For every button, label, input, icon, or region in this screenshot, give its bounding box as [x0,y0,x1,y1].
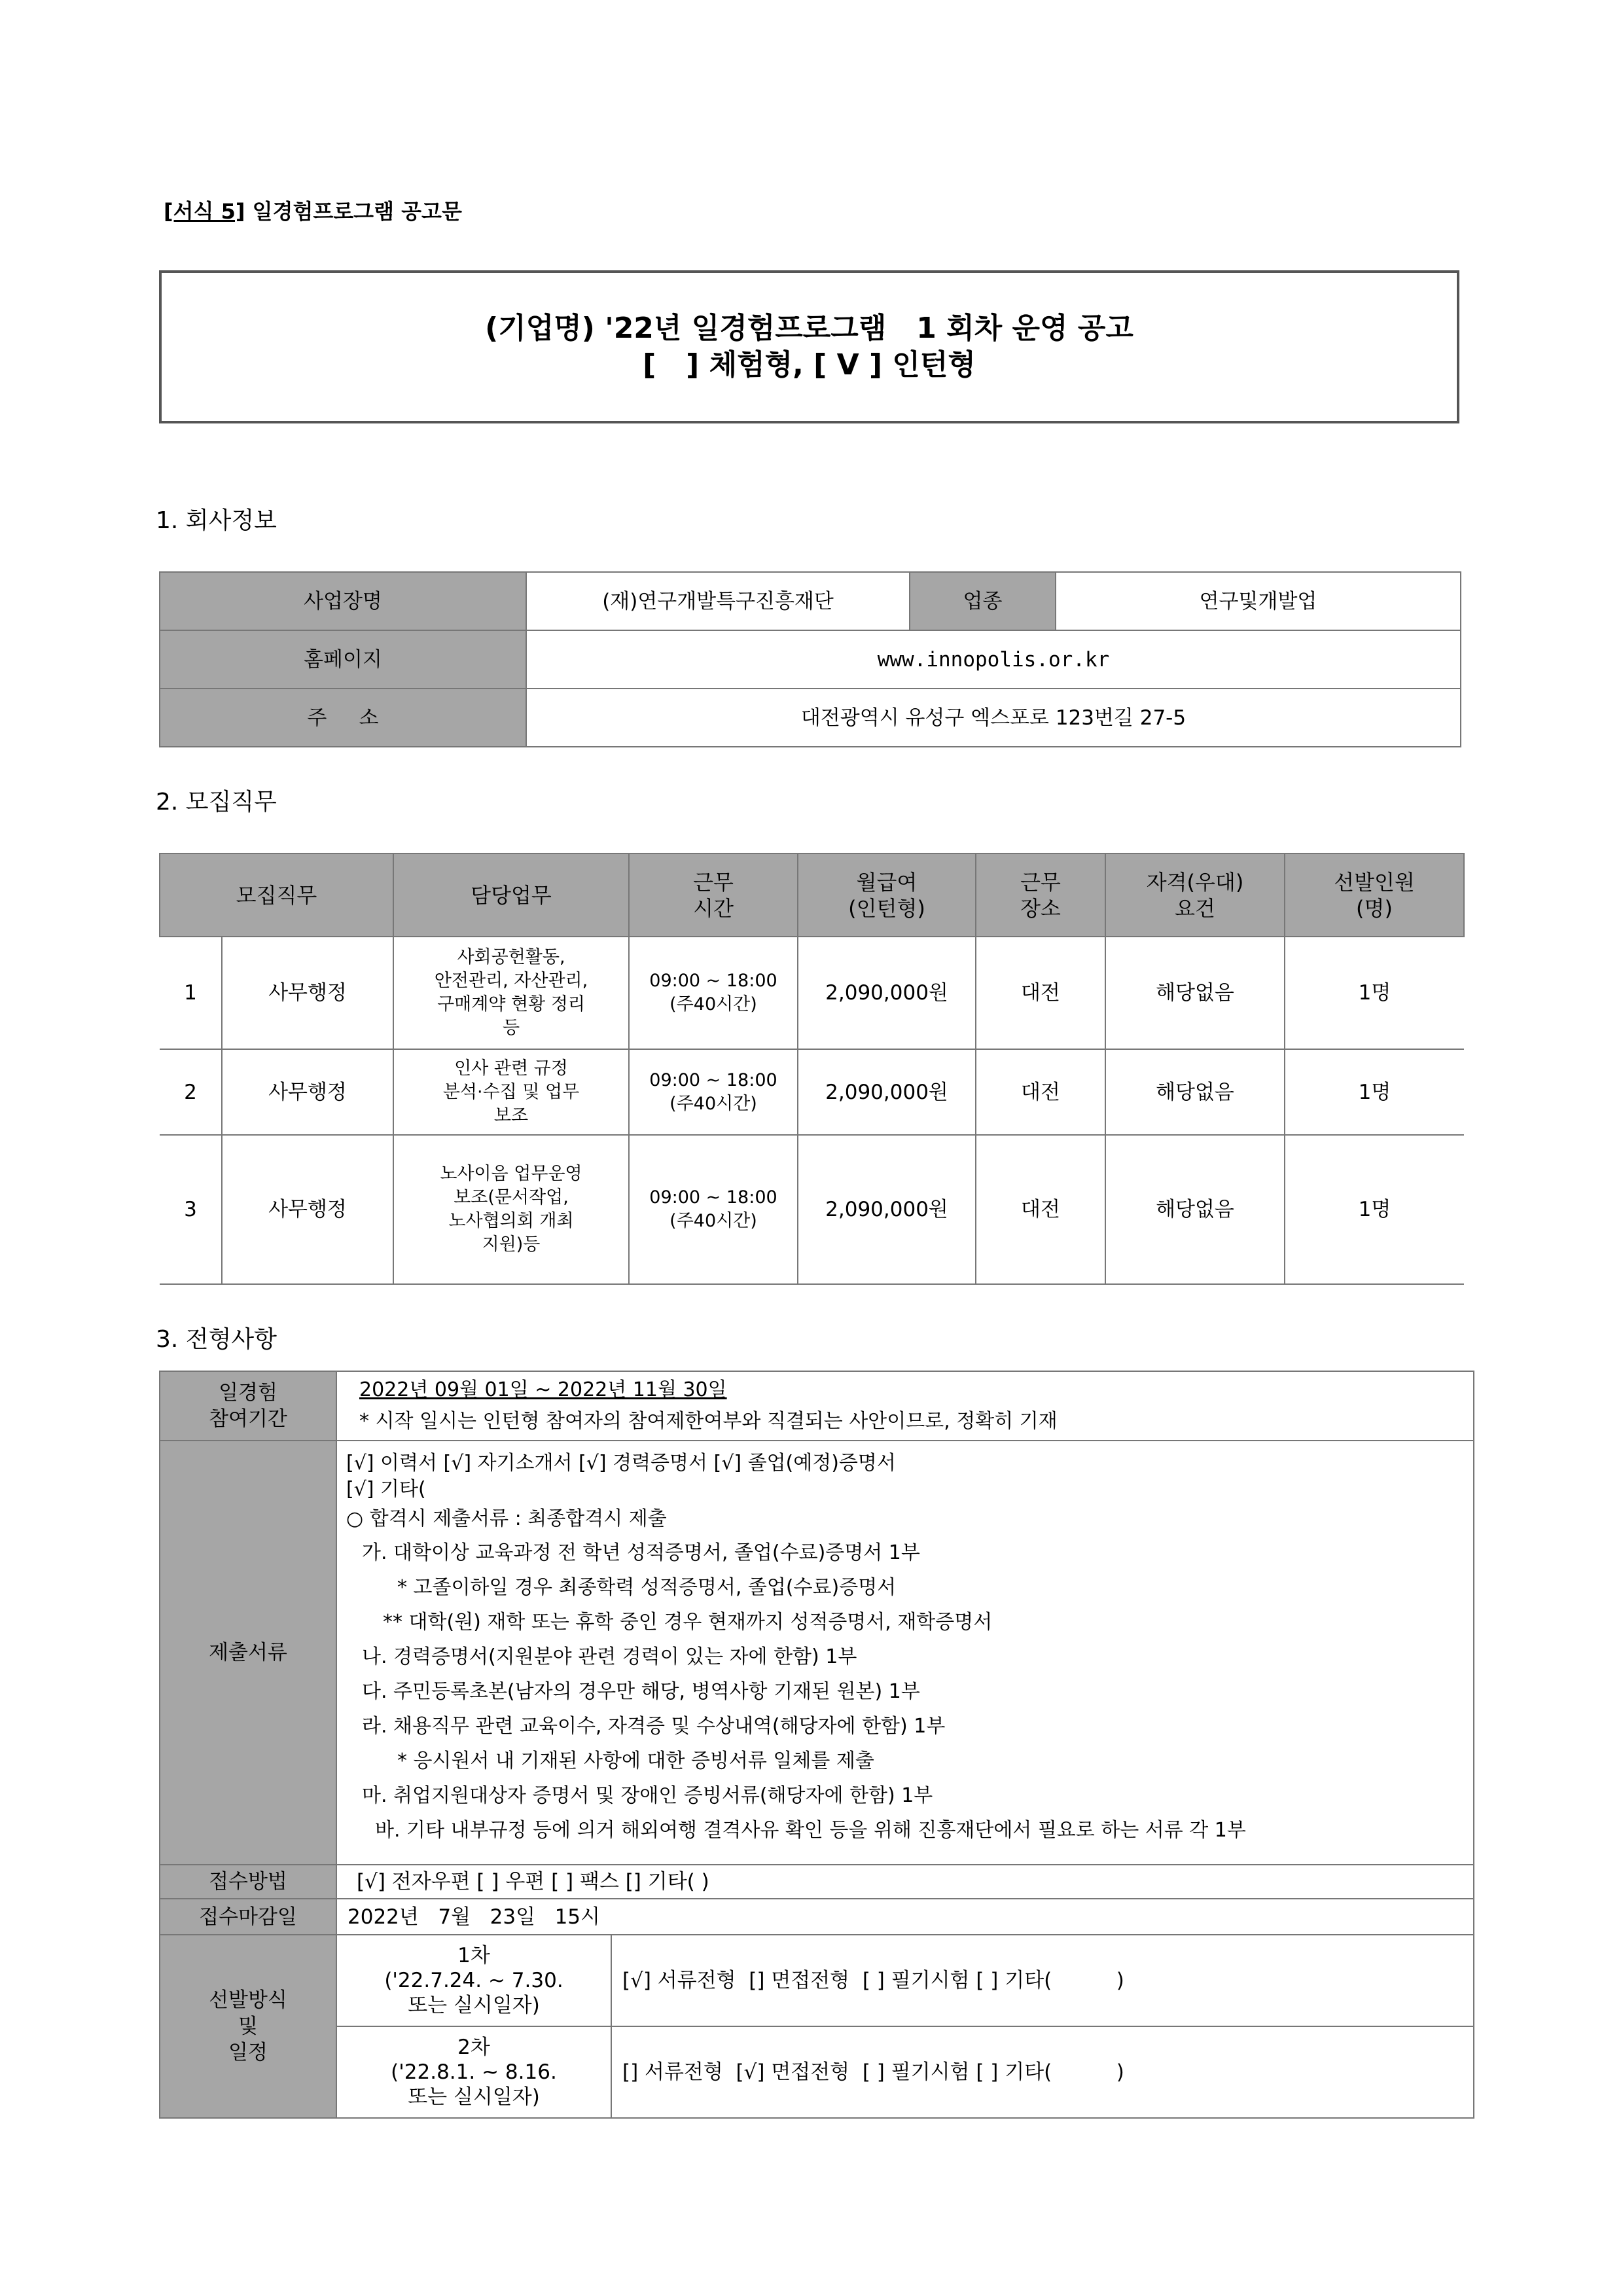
work-hours: 09:00 ~ 18:00 (주40시간) [629,1049,798,1135]
work-hours: 09:00 ~ 18:00 (주40시간) [629,1135,798,1284]
cell-label: 사업장명 [160,572,526,630]
cell-label: 업종 [910,572,1056,630]
docs-other: [√] 기타( [346,1478,426,1501]
round-methods: [] 서류전형 [√] 면접전형 [ ] 필기시험 [ ] 기타( ) [611,2026,1474,2118]
monthly-pay: 2,090,000원 [798,937,976,1049]
work-hours: 09:00 ~ 18:00 (주40시간) [629,937,798,1049]
headcount: 1명 [1285,937,1464,1049]
headcount: 1명 [1285,1135,1464,1284]
homepage-url: www.innopolis.or.kr [526,630,1461,689]
method-value: [√] 전자우편 [ ] 우편 [ ] 팩스 [] 기타( ) [336,1865,1474,1899]
headcount: 1명 [1285,1049,1464,1135]
header-cell: 담당업무 [393,853,629,937]
header-cell: 자격(우대) 요건 [1105,853,1285,937]
cell-label: 홈페이지 [160,630,526,689]
company-info-table [159,571,1461,747]
table-row [160,1135,1464,1284]
cell-value: 연구및개발업 [1056,572,1461,630]
round-methods: [√] 서류전형 [] 면접전형 [ ] 필기시험 [ ] 기타( ) [611,1935,1474,2026]
table-row [160,689,1461,747]
qualification: 해당없음 [1105,937,1285,1049]
row-number: 2 [160,1049,222,1135]
round-stage: 1차 ('22.7.24. ~ 7.30. 또는 실시일자) [336,1935,611,2026]
table-row [160,1441,1474,1865]
table-row [160,1865,1474,1899]
monthly-pay: 2,090,000원 [798,1049,976,1135]
list-item: * 고졸이하일 경우 최종학력 성적증명서, 졸업(수료)증명서 [397,1576,897,1599]
deadline-label: 접수마감일 [160,1899,336,1935]
method-label: 접수방법 [160,1865,336,1899]
form-label [164,195,462,225]
docs-checklist: [√] 이력서 [√] 자기소개서 [√] 경력증명서 [√] 졸업(예정)증명서 [346,1452,896,1475]
list-item: 가. 대학이상 교육과정 전 학년 성적증명서, 졸업(수료)증명서 1부 [362,1541,920,1564]
list-item: 나. 경력증명서(지원분야 관련 경력이 있는 자에 한함) 1부 [362,1645,857,1668]
job-duty: 사회공헌활동, 안전관리, 자산관리, 구매계약 현황 정리 등 [393,937,629,1049]
job-title: 사무행정 [222,1135,393,1284]
job-title: 사무행정 [222,937,393,1049]
jobs-table [159,853,1465,1285]
job-duty: 노사이음 업무운영 보조(문서작업, 노사협의회 개최 지원)등 [393,1135,629,1284]
docs-pass-note: ○ 합격시 제출서류 : 최종합격시 제출 [346,1507,667,1530]
form-title: 일경험프로그램 공고문 [252,199,462,224]
monthly-pay: 2,090,000원 [798,1135,976,1284]
period-cell [336,1371,1474,1441]
period-note: * 시작 일시는 인턴형 참여자의 참여제한여부와 직결되는 사안이므로, 정확히 기재 [359,1410,1058,1433]
docs-label: 제출서류 [160,1441,336,1865]
job-duty: 인사 관련 규정 분석·수집 및 업무 보조 [393,1049,629,1135]
section-selection-title: 3. 전형사항 [156,1326,277,1353]
table-row [160,1049,1464,1135]
table-row [160,1935,1474,2026]
table-row [160,572,1461,630]
table-row [160,630,1461,689]
notice-title-box [159,270,1459,423]
notice-type: [ ] 체험형, [ V ] 인턴형 [643,348,976,382]
section-jobs-title: 2. 모집직무 [156,789,277,816]
period-value: 2022년 09월 01일 ~ 2022년 11월 30일 [359,1378,727,1401]
table-row [160,1899,1474,1935]
cell-value: (재)연구개발특구진흥재단 [526,572,910,630]
job-title: 사무행정 [222,1049,393,1135]
row-number: 3 [160,1135,222,1284]
deadline-value: 2022년 7월 23일 15시 [336,1899,1474,1935]
work-place: 대전 [976,937,1105,1049]
work-place: 대전 [976,1135,1105,1284]
notice-title: (기업명) '22년 일경험프로그램 1 회차 운영 공고 [485,312,1133,345]
list-item: 마. 취업지원대상자 증명서 및 장애인 증빙서류(해당자에 한함) 1부 [362,1784,933,1807]
work-place: 대전 [976,1049,1105,1135]
list-item: 바. 기타 내부규정 등에 의거 해외여행 결격사유 확인 등을 위해 진흥재단에서 필요로 하는 서류 각 1부 [375,1819,1246,1842]
header-cell: 근무 장소 [976,853,1105,937]
list-item: * 응시원서 내 기재된 사항에 대한 증빙서류 일체를 제출 [397,1749,874,1772]
table-row [160,1371,1474,1441]
period-label: 일경험 참여기간 [160,1371,336,1441]
header-cell: 선발인원 (명) [1285,853,1464,937]
address-value: 대전광역시 유성구 엑스포로 123번길 27-5 [526,689,1461,747]
table-row [160,937,1464,1049]
header-cell: 근무 시간 [629,853,798,937]
table-header-row [160,853,1464,937]
table-row [160,2026,1474,2118]
selection-label: 선발방식 및 일정 [160,1935,336,2118]
round-stage: 2차 ('22.8.1. ~ 8.16. 또는 실시일자) [336,2026,611,2118]
selection-table [159,1371,1474,2119]
qualification: 해당없음 [1105,1135,1285,1284]
header-cell: 월급여 (인턴형) [798,853,976,937]
list-item: 라. 채용직무 관련 교육이수, 자격증 및 수상내역(해당자에 한함) 1부 [362,1715,946,1738]
section-company-title: 1. 회사정보 [156,507,277,534]
form-number: [서식 5] [164,199,245,224]
cell-label: 주 소 [160,689,526,747]
list-item: ** 대학(원) 재학 또는 휴학 중인 경우 현재까지 성적증명서, 재학증명서 [383,1611,993,1634]
qualification: 해당없음 [1105,1049,1285,1135]
docs-list [336,1441,1474,1865]
list-item: 다. 주민등록초본(남자의 경우만 해당, 병역사항 기재된 원본) 1부 [362,1680,920,1703]
header-cell: 모집직무 [160,853,393,937]
row-number: 1 [160,937,222,1049]
